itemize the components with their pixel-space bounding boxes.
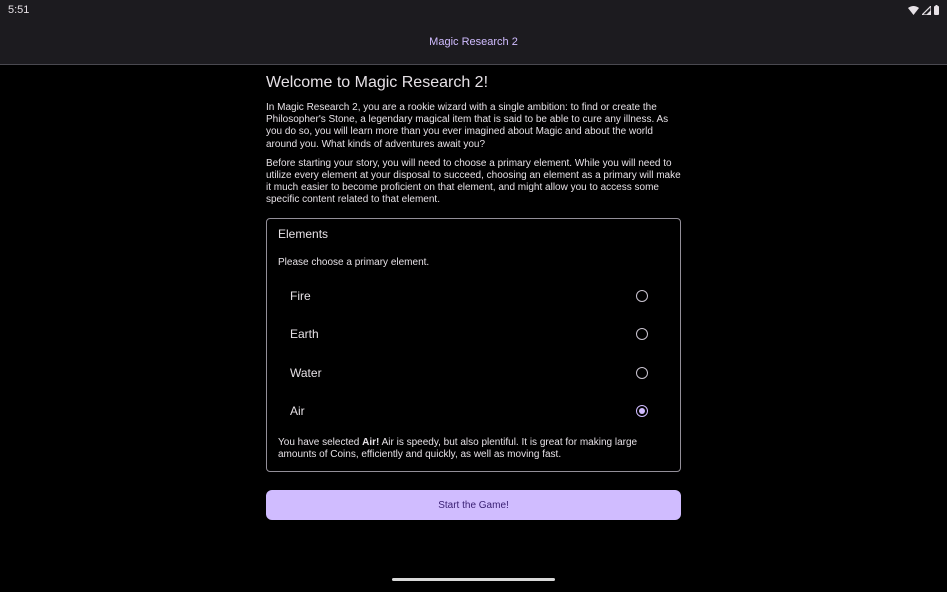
gesture-nav-handle[interactable] (392, 578, 555, 581)
main-content (266, 70, 681, 520)
element-option-water[interactable] (278, 354, 669, 393)
elements-card-title: Elements (278, 226, 329, 241)
battery-icon (934, 5, 939, 15)
element-option-label: Air (290, 404, 305, 419)
selection-detail: Air is speedy, but also plentiful. It is great for making large amounts of Coins, efficiently and quickly, as well as moving fast. (278, 436, 638, 460)
radio-button-unselected[interactable] (636, 367, 648, 379)
instructions-paragraph: Before starting your story, you will need to choose a primary element. While you will need to utilize every element at your disposal to succeed, choosing an element as a primary will make it much easier to become proficient on that element, and might allow you to access some specific content related to that element. (266, 157, 681, 206)
elements-card-subtitle: Please choose a primary element. (278, 256, 430, 268)
element-option-label: Water (290, 365, 322, 380)
element-option-earth[interactable] (278, 315, 669, 354)
signal-icon (922, 6, 931, 15)
page-title: Welcome to Magic Research 2! (266, 74, 489, 91)
status-icons (908, 5, 939, 15)
selection-name: Air! (362, 436, 380, 448)
status-time: 5:51 (8, 4, 30, 16)
radio-button-selected[interactable] (636, 405, 648, 417)
element-option-air[interactable] (278, 392, 669, 431)
start-game-button[interactable]: Start the Game! (266, 490, 681, 520)
element-option-fire[interactable] (278, 277, 669, 316)
app-bar (0, 20, 947, 65)
elements-card (266, 218, 681, 472)
radio-button-unselected[interactable] (636, 290, 648, 302)
element-option-label: Earth (290, 327, 319, 342)
status-bar (0, 0, 947, 20)
selection-prefix: You have selected (278, 436, 363, 448)
selection-description (278, 437, 669, 461)
radio-button-unselected[interactable] (636, 328, 648, 340)
app-title: Magic Research 2 (429, 36, 518, 48)
element-option-label: Fire (290, 288, 311, 303)
wifi-icon (908, 6, 919, 15)
intro-paragraph: In Magic Research 2, you are a rookie wizard with a single ambition: to find or create the Philosopher's Stone, a legendary magical item that is said to be able to cure any illness. As you do so, you will learn more than you ever imagined about Magic and about the world around you. What kinds of adventures await you? (266, 102, 669, 150)
radio-dot-icon (639, 408, 645, 414)
